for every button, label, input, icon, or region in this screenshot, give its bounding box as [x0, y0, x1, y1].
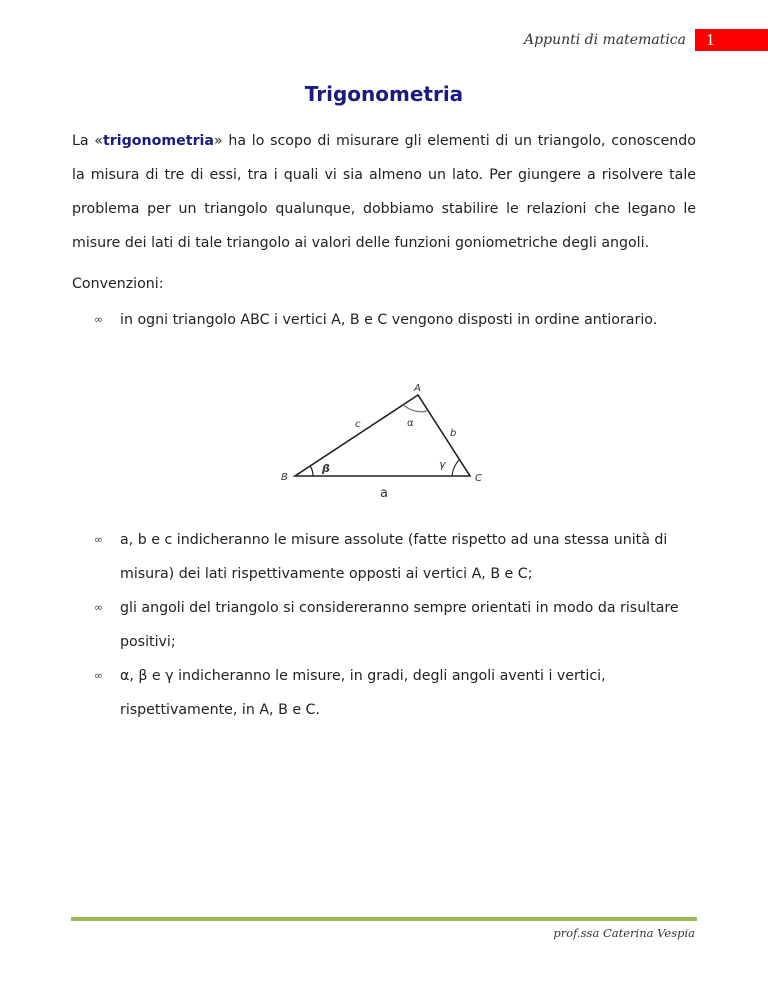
intro-prefix: La «	[72, 133, 103, 149]
infinity-bullet-icon: ∞	[94, 313, 104, 326]
angle-label-alpha: α	[407, 418, 414, 429]
list-item-text: α, β e γ indicheranno le misure, in gradi, degli angoli aventi i vertici, rispettivamente, in A, B e C.	[120, 668, 606, 718]
list-item	[92, 523, 692, 591]
angle-arc-alpha	[403, 405, 427, 412]
document-title: Trigonometria	[304, 82, 464, 106]
list-item-text: gli angoli del triangolo si considereranno sempre orientati in modo da risultare positivi;	[120, 600, 679, 650]
list-item-text: in ogni triangolo ABC i vertici A, B e C vengono disposti in ordine antiorario.	[120, 312, 658, 328]
footer-divider	[71, 917, 697, 921]
conventions-list-top	[92, 303, 692, 337]
conventions-label: Convenzioni:	[72, 276, 164, 292]
vertex-label-a: A	[414, 383, 421, 394]
angle-arc-beta	[310, 466, 313, 476]
list-item	[92, 303, 692, 337]
intro-suffix: » ha lo scopo di misurare gli elementi di un triangolo, conoscendo la misura di tre di essi, tra i quali vi sia almeno un lato. Per giungere a risolvere tale problema per un triangolo qualunque, dobbiamo stabilire le relazioni che legano le misure dei lati di tale triangolo ai valori delle funzioni goniometriche degli angoli.	[72, 133, 696, 251]
conventions-list-bottom	[92, 523, 692, 727]
side-label-b: b	[450, 428, 457, 439]
intro-paragraph	[72, 124, 696, 260]
header-title: Appunti di matematica	[524, 32, 686, 48]
angle-arc-gamma	[452, 459, 460, 476]
list-item	[92, 591, 692, 659]
vertex-label-c: C	[475, 473, 482, 484]
infinity-bullet-icon: ∞	[94, 533, 104, 546]
angle-label-gamma: γ	[439, 458, 446, 471]
side-label-c: c	[355, 419, 361, 430]
list-item	[92, 659, 692, 727]
infinity-bullet-icon: ∞	[94, 601, 104, 614]
side-label-a: a	[380, 486, 388, 501]
infinity-bullet-icon: ∞	[94, 669, 104, 682]
triangle-diagram	[270, 350, 500, 510]
angle-label-beta: β	[322, 462, 330, 475]
footer-author: prof.ssa Caterina Vespia	[553, 926, 695, 940]
page-number-badge: 1	[695, 29, 768, 51]
intro-term: trigonometria	[102, 133, 214, 149]
vertex-label-b: B	[281, 472, 288, 483]
list-item-text: a, b e c indicheranno le misure assolute (fatte rispetto ad una stessa unità di misura) dei lati rispettivamente opposti ai vertici A, B e C;	[120, 532, 668, 582]
